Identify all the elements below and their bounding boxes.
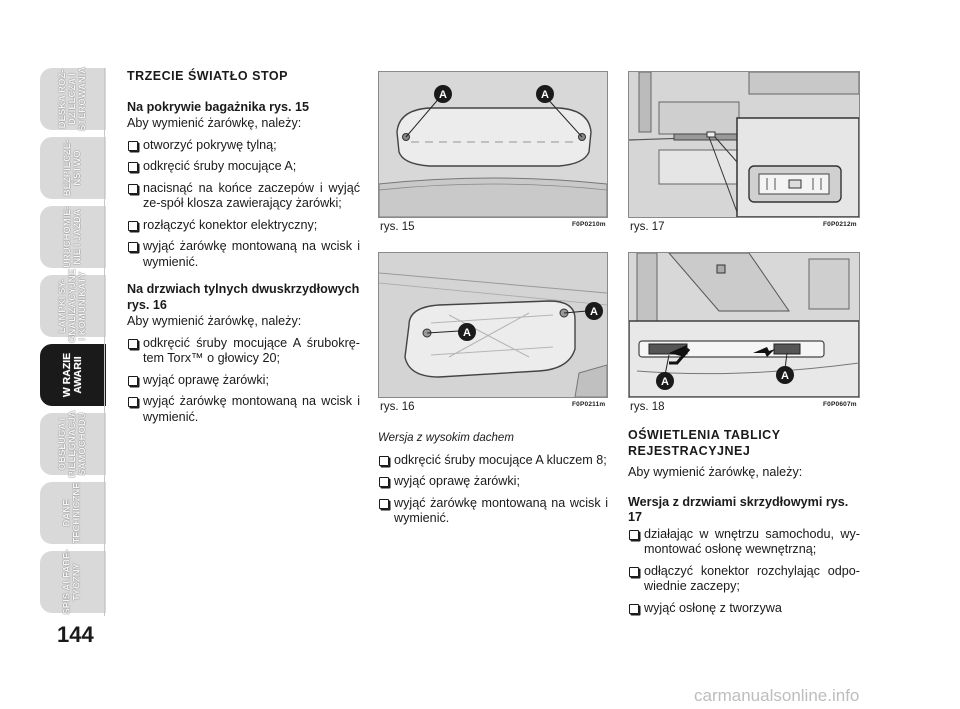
intro-text: Aby wymienić żarówkę, należy: — [127, 314, 302, 328]
step-list — [628, 527, 860, 617]
svg-text:A: A — [463, 327, 471, 339]
column-2 — [378, 431, 608, 539]
step-item: wyjąć oprawę żarówki; — [378, 474, 608, 490]
step-item: odkręcić śruby mocujące A; — [127, 159, 360, 175]
chapter-tabs — [40, 68, 106, 620]
figure-18-drawing — [629, 253, 859, 397]
figure-16 — [378, 252, 608, 398]
svg-text:A: A — [541, 89, 549, 101]
column-1 — [127, 69, 360, 437]
section-title: TRZECIE ŚWIATŁO STOP — [127, 69, 288, 83]
tab-uruchomienie[interactable] — [40, 206, 106, 268]
intro-text: Aby wymienić żarówkę, należy: — [127, 116, 302, 130]
figure-code: F0P0607m — [823, 401, 857, 408]
tab-dane-techniczne[interactable] — [40, 482, 106, 544]
subsection-heading: Wersja z drzwiami skrzydłowymi rys. 17 — [628, 494, 849, 524]
figure-caption: rys. 15 — [380, 221, 415, 233]
tab-lampki[interactable] — [40, 269, 106, 343]
step-list — [127, 138, 360, 271]
subsection-heading: Na pokrywie bagażnika rys. 15 — [127, 99, 309, 114]
step-list — [378, 453, 608, 527]
figure-code: F0P0210m — [572, 221, 606, 228]
tab-bezpieczenstwo[interactable] — [40, 137, 106, 199]
figure-15-drawing — [379, 72, 607, 217]
figure-17-drawing — [629, 72, 859, 217]
tab-label: LAMPKI SY- GNALIZACYJNE I KOMUNIKATY — [57, 269, 88, 343]
figure-caption: rys. 17 — [630, 221, 665, 233]
tab-label: DESKA ROZ- DZIELCZA I STEROWANIA — [56, 66, 88, 132]
step-item: nacisnąć na końce zaczepów i wyjąć ze-spół klosza zawierający żarówki; — [127, 181, 360, 212]
step-item: odłączyć konektor rozchylając odpo-wiednie zaczepy; — [628, 564, 860, 595]
column-3 — [628, 428, 860, 628]
tab-obsluga[interactable] — [40, 410, 106, 478]
tab-label: OBSŁUGA I PIELĘGNACJA SAMOCHODU — [57, 410, 89, 478]
figure-caption: rys. 16 — [380, 401, 415, 413]
version-subtitle: Wersja z wysokim dachem — [378, 432, 514, 444]
watermark: carmanualsonline.info — [694, 686, 860, 705]
tab-label: DANE TECHNICZNE — [61, 482, 83, 544]
step-item: działając w wnętrzu samochodu, wy-montować osłonę wewnętrzną; — [628, 527, 860, 558]
figure-code: F0P0212m — [823, 221, 857, 228]
page-number: 144 — [57, 622, 94, 647]
tab-label: SPIS ALFABE- TYCZNY — [61, 549, 83, 615]
step-item: odkręcić śruby mocujące A śrubokrę-tem Torx™ o głowicy 20; — [127, 336, 360, 367]
step-item: wyjąć oprawę żarówki; — [127, 373, 360, 389]
tab-label: BEZPIECZE- ŃSTWO — [61, 139, 83, 197]
tab-spis-alfabetyczny[interactable] — [40, 551, 106, 613]
step-list — [127, 336, 360, 426]
tab-label: W RAZIE AWARII — [60, 352, 84, 398]
tab-label: URUCHOMIE- NIE I JAZDA — [62, 206, 83, 268]
step-item: rozłączyć konektor elektryczny; — [127, 218, 360, 234]
section-title: OŚWIETLENIA TABLICY REJESTRACYJNEJ — [628, 428, 781, 458]
step-item: odkręcić śruby mocujące A kluczem 8; — [378, 453, 608, 469]
subsection-heading: Na drzwiach tylnych dwuskrzydłowych rys. 16 — [127, 282, 360, 312]
svg-text:A: A — [439, 89, 447, 101]
figure-code: F0P0211m — [572, 401, 606, 408]
figure-15 — [378, 71, 608, 218]
figure-16-drawing — [379, 253, 607, 397]
step-item: otworzyć pokrywę tylną; — [127, 138, 360, 154]
step-item: wyjąć żarówkę montowaną na wcisk i wymienić. — [378, 496, 608, 527]
svg-text:A: A — [781, 370, 789, 382]
figure-17 — [628, 71, 860, 218]
step-item: wyjąć żarówkę montowaną na wcisk i wymienić. — [127, 239, 360, 270]
figure-18 — [628, 252, 860, 398]
svg-text:A: A — [590, 306, 598, 318]
svg-text:A: A — [661, 376, 669, 388]
figure-caption: rys. 18 — [630, 401, 665, 413]
intro-text: Aby wymienić żarówkę, należy: — [628, 465, 803, 479]
step-item: wyjąć żarówkę montowaną na wcisk i wymienić. — [127, 394, 360, 425]
sidebar-divider — [104, 68, 105, 616]
tab-w-razie-awarii[interactable] — [40, 344, 106, 406]
step-item: wyjąć osłonę z tworzywa — [628, 601, 860, 617]
tab-deska-rozdzielcza[interactable] — [40, 68, 106, 130]
